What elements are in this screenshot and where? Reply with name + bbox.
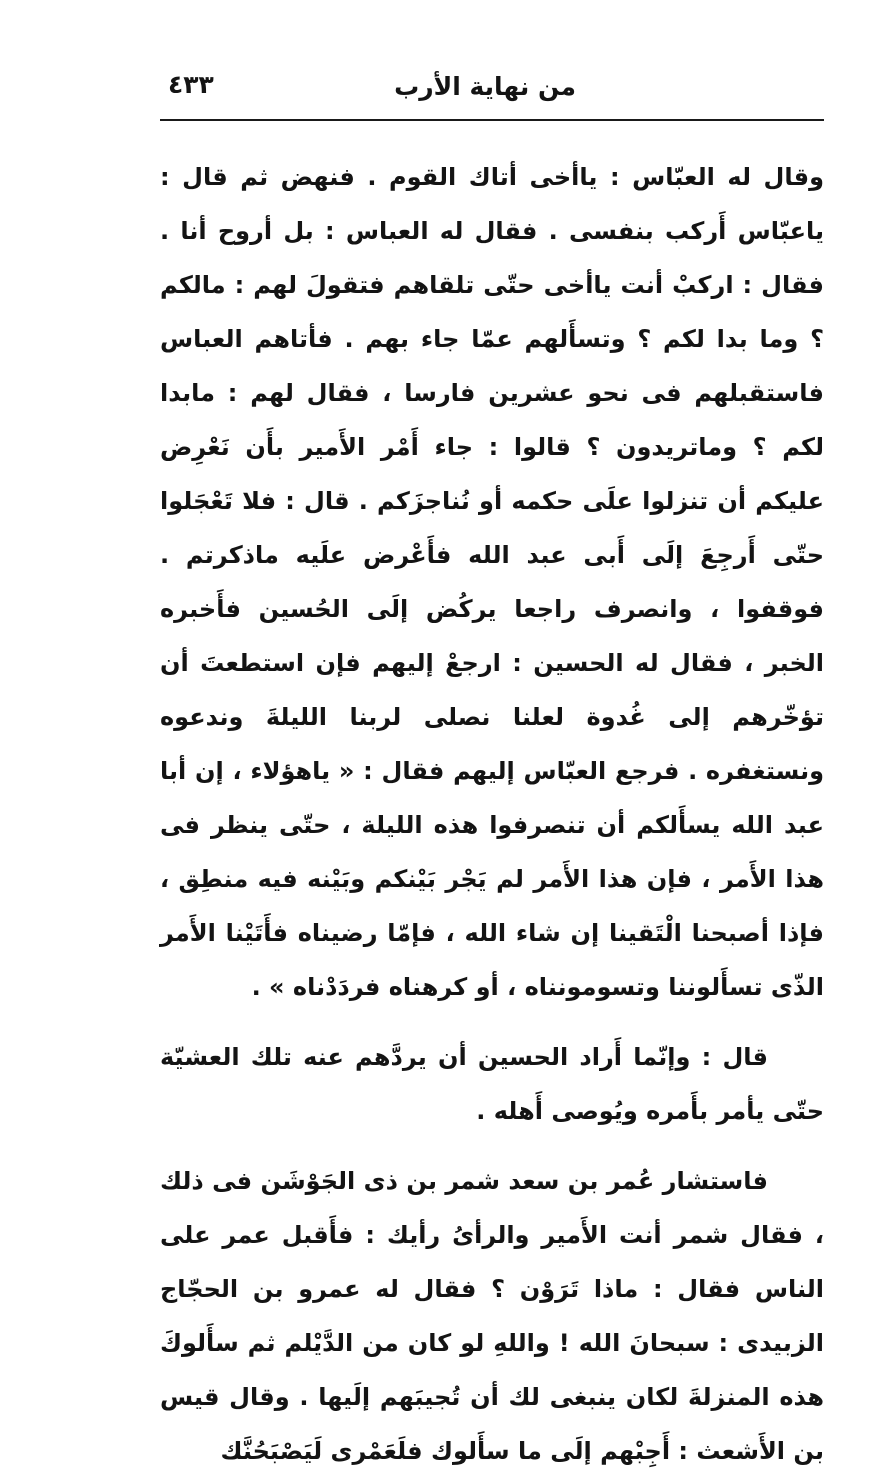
page-number: ٤٣٣: [168, 70, 214, 99]
paragraph-umar-consultation: فاستشار عُمر بن سعد شمر بن ذى الجَوْشَن فى ذلك ، فقال شمر أنت الأَمير والرأىُ رأيك : فأَقبل عمر على الناس فقال : ماذا تَرَوْن ؟ فقال له عمرو بن الحجّاج الزبيدى : سبحانَ الله ! واللهِ لو كان من الدَّيْلم ثم سأَلوكَ هذه المنزلةَ لكان ينبغى لك أن تُجيبَهم إلَيها . وقال قيس بن الأَشعث : أَجِبْهم إلَى ما سأَلوك فلَعَمْرى لَيَصْبَحُنَّك: [160, 1167, 824, 1465]
page-header: [160, 62, 824, 118]
header-rule: [160, 119, 824, 121]
paragraph-abbas-dialogue: وقال له العبّاس : ياأخى أتاك القوم . فنهض ثم قال : ياعبّاس أَركب بنفسى . فقال له العباس : بل أروح أنا . فقال : اركبْ أنت ياأخى حتّى تلقاهم فتقولَ لهم : مالكم ؟ وما بدا لكم ؟ وتسأَلهم عمّا جاء بهم . فأتاهم العباس فاستقبلهم فى نحو عشرين فارسا ، فقال لهم : مابدا لكم ؟ وماتريدون ؟ قالوا : جاء أَمْر الأَمير بأَن نَعْرِض عليكم أن تنزلوا علَى حكمه أو نُناجزَكم . قال : فلا تَعْجَلوا حتّى أَرجِعَ إلَى أَبى عبد الله فأَعْرض علَيه ماذكرتم . فوقفوا ، وانصرف راجعا يركُض إلَى الحُسين فأَخبره الخبر ، فقال له الحسين : ارجعْ إليهم فإن استطعتَ أن تؤخّرهم إلى غُدوة لعلنا نصلى لربنا الليلةَ وندعوه ونستغفره . فرجع العبّاس إليهم فقال : « ياهؤلاء ، إن أبا عبد الله يسأَلكم أن تنصرفوا هذه الليلة ، حتّى ينظر فى هذا الأَمر ، فإن هذا الأَمر لم يَجْر بَيْنكم وبَيْنه فيه منطِق ، فإذا أصبحنا الْتَقينا إن شاء الله ، فإمّا رضيناه فأَتَيْنا الأَمر الذّى تسأَلوننا وتسومونناه ، أو كرهناه فردَدْناه » .: [160, 163, 824, 1001]
running-title: من نهاية الأرب: [394, 72, 576, 101]
body-text: [160, 150, 824, 1465]
paragraph-husayn-intent: قال : وإنّما أَراد الحسين أن يردَّهم عنه تلك العشيّة حتّى يأمر بأَمره ويُوصى أَهله .: [160, 1043, 824, 1125]
